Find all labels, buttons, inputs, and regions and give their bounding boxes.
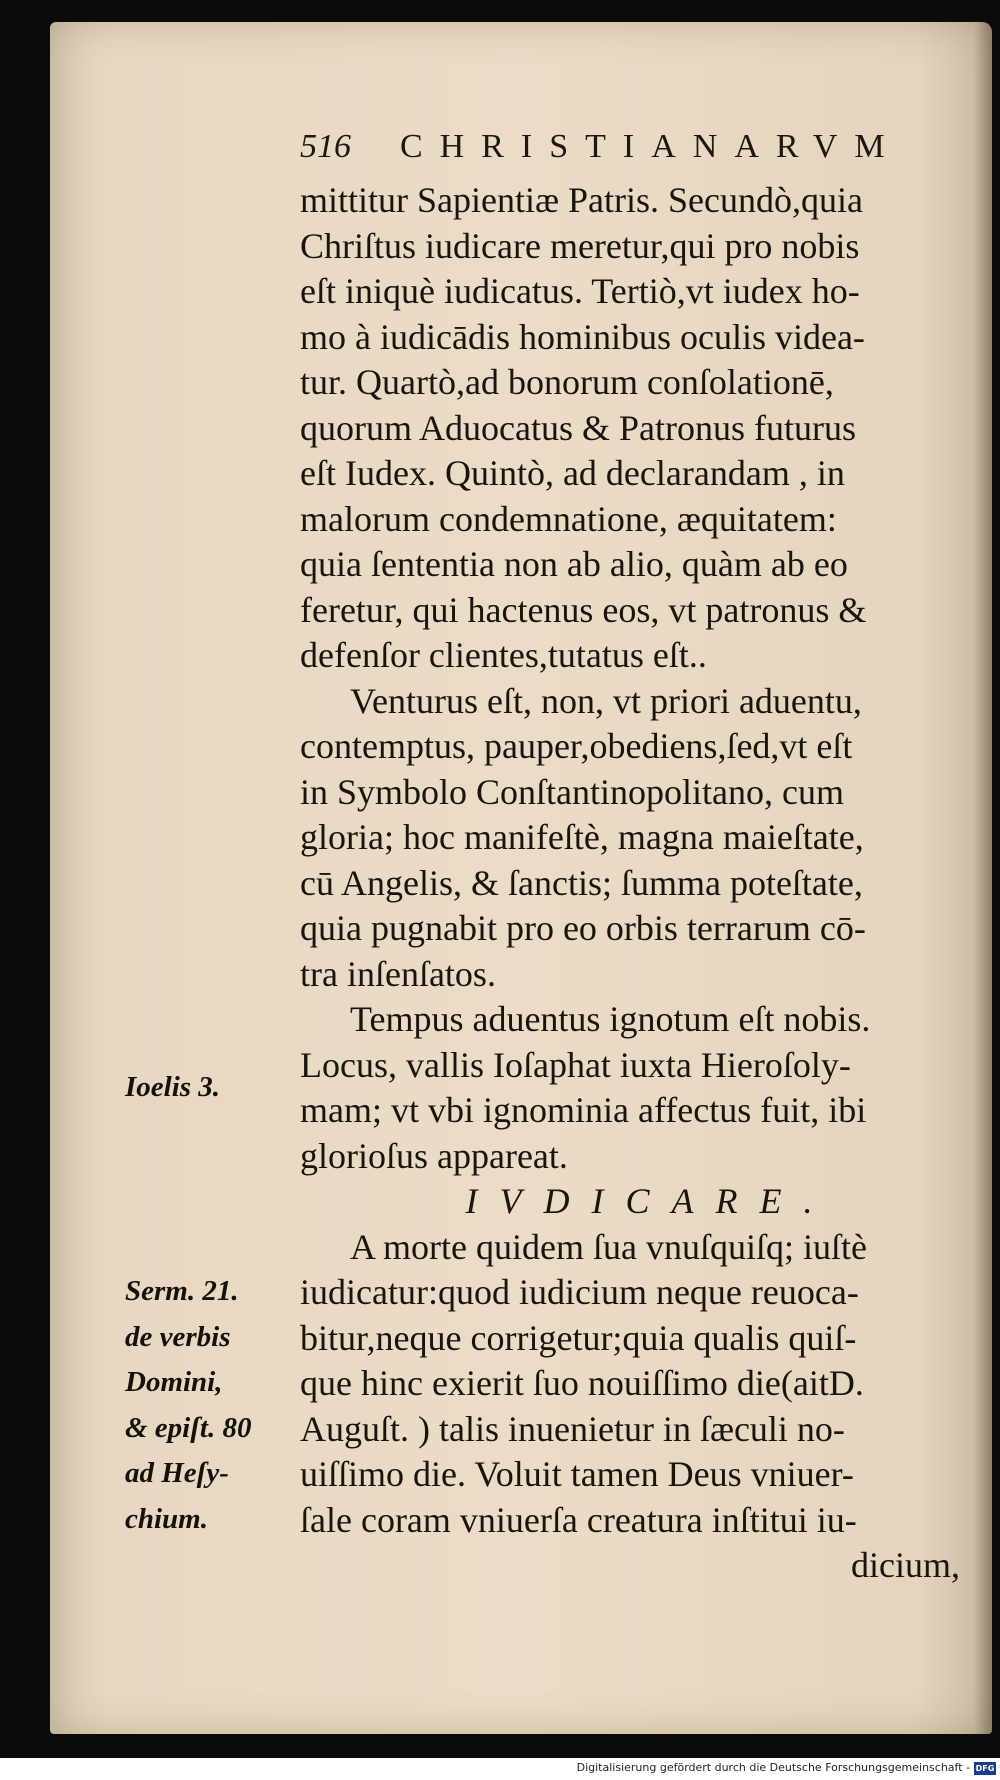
text-line: in Symbolo Conſtantinopolitano, cum [300, 771, 844, 812]
page-number: 516 [300, 128, 351, 165]
funding-credit: Digitalisierung gefördert durch die Deutsche Forschungsgemeinschaft - [576, 1761, 970, 1774]
page-header [300, 126, 900, 170]
text-line: uiſſimo die. Voluit tamen Deus vniuer- [300, 1454, 854, 1494]
text-line: feretur, qui hactenus eos, vt patronus & [300, 589, 867, 630]
page-edge [974, 22, 992, 1734]
text-line: Venturus eſt, non, vt priori aduentu, [350, 680, 862, 721]
text-line: bitur,neque corrigetur;quia qualis quiſ- [300, 1317, 857, 1358]
body-text [300, 178, 960, 1589]
text-line: ſale coram vniuerſa creatura inſtitui iu- [300, 1499, 857, 1540]
text-line: mo à iudicādis hominibus oculis videa- [300, 316, 865, 357]
text-line: eſt iniquè iudicatus. Tertiò,vt iudex ho- [300, 271, 860, 311]
text-line: mittitur Sapientiæ Patris. Secundò,quia [300, 180, 863, 220]
text-line: que hinc exierit ſuo nouiſſimo die(aitD. [300, 1363, 864, 1403]
margin-note-line: de verbis [125, 1320, 231, 1353]
text-line: quorum Aduocatus & Patronus futurus [300, 407, 856, 448]
text-line: iudicatur:quod iudicium neque reuoca- [300, 1272, 859, 1312]
text-line: Auguſt. ) talis inuenietur in ſæculi no- [300, 1408, 845, 1449]
margin-note-line: chium. [125, 1502, 208, 1535]
text-line: Chriſtus iudicare meretur,qui pro nobis [300, 225, 860, 266]
text-line: A morte quidem ſua vnuſquiſq; iuſtè [350, 1226, 867, 1267]
digitization-footer [0, 1758, 1000, 1780]
margin-note-ioel: Ioelis 3. [125, 1071, 221, 1103]
running-head: CHRISTIANARVM [400, 128, 902, 165]
section-heading: IVDICARE. [465, 1181, 835, 1221]
margin-note-line: ad Heſy- [125, 1457, 229, 1489]
text-line: tur. Quartò,ad bonorum conſolationē, [300, 362, 834, 402]
margin-note-line: & epiſt. 80 [125, 1411, 252, 1444]
text-line: defenſor clientes,tutatus eſt.. [300, 635, 707, 675]
text-line: cū Angelis, & ſanctis; ſumma poteſtate, [300, 862, 863, 903]
margin-note-line: Serm. 21. [125, 1275, 239, 1307]
text-line: tra inſenſatos. [300, 953, 496, 994]
margin-note-line: Domini, [125, 1366, 223, 1398]
text-line: Tempus aduentus ignotum eſt nobis. [350, 999, 871, 1039]
text-line: mam; vt vbi ignominia affectus fuit, ibi [300, 1090, 867, 1130]
margin-note-sermon [125, 1269, 300, 1542]
text-line: glorioſus appareat. [300, 1135, 568, 1176]
catchword: dicium, [851, 1545, 960, 1585]
dfg-logo: DFG [975, 1764, 995, 1773]
text-line: Locus, vallis Ioſaphat iuxta Hieroſoly- [300, 1044, 851, 1085]
text-line: eſt Iudex. Quintò, ad declarandam , in [300, 453, 845, 493]
text-line: malorum condemnatione, æquitatem: [300, 498, 837, 539]
text-line: quia pugnabit pro eo orbis terrarum cō- [300, 908, 866, 948]
text-line: contemptus, pauper,obediens,ſed,vt eſt [300, 726, 853, 766]
text-line: quia ſententia non ab alio, quàm ab eo [300, 544, 848, 584]
text-line: gloria; hoc manifeſtè, magna maieſtate, [300, 817, 864, 857]
